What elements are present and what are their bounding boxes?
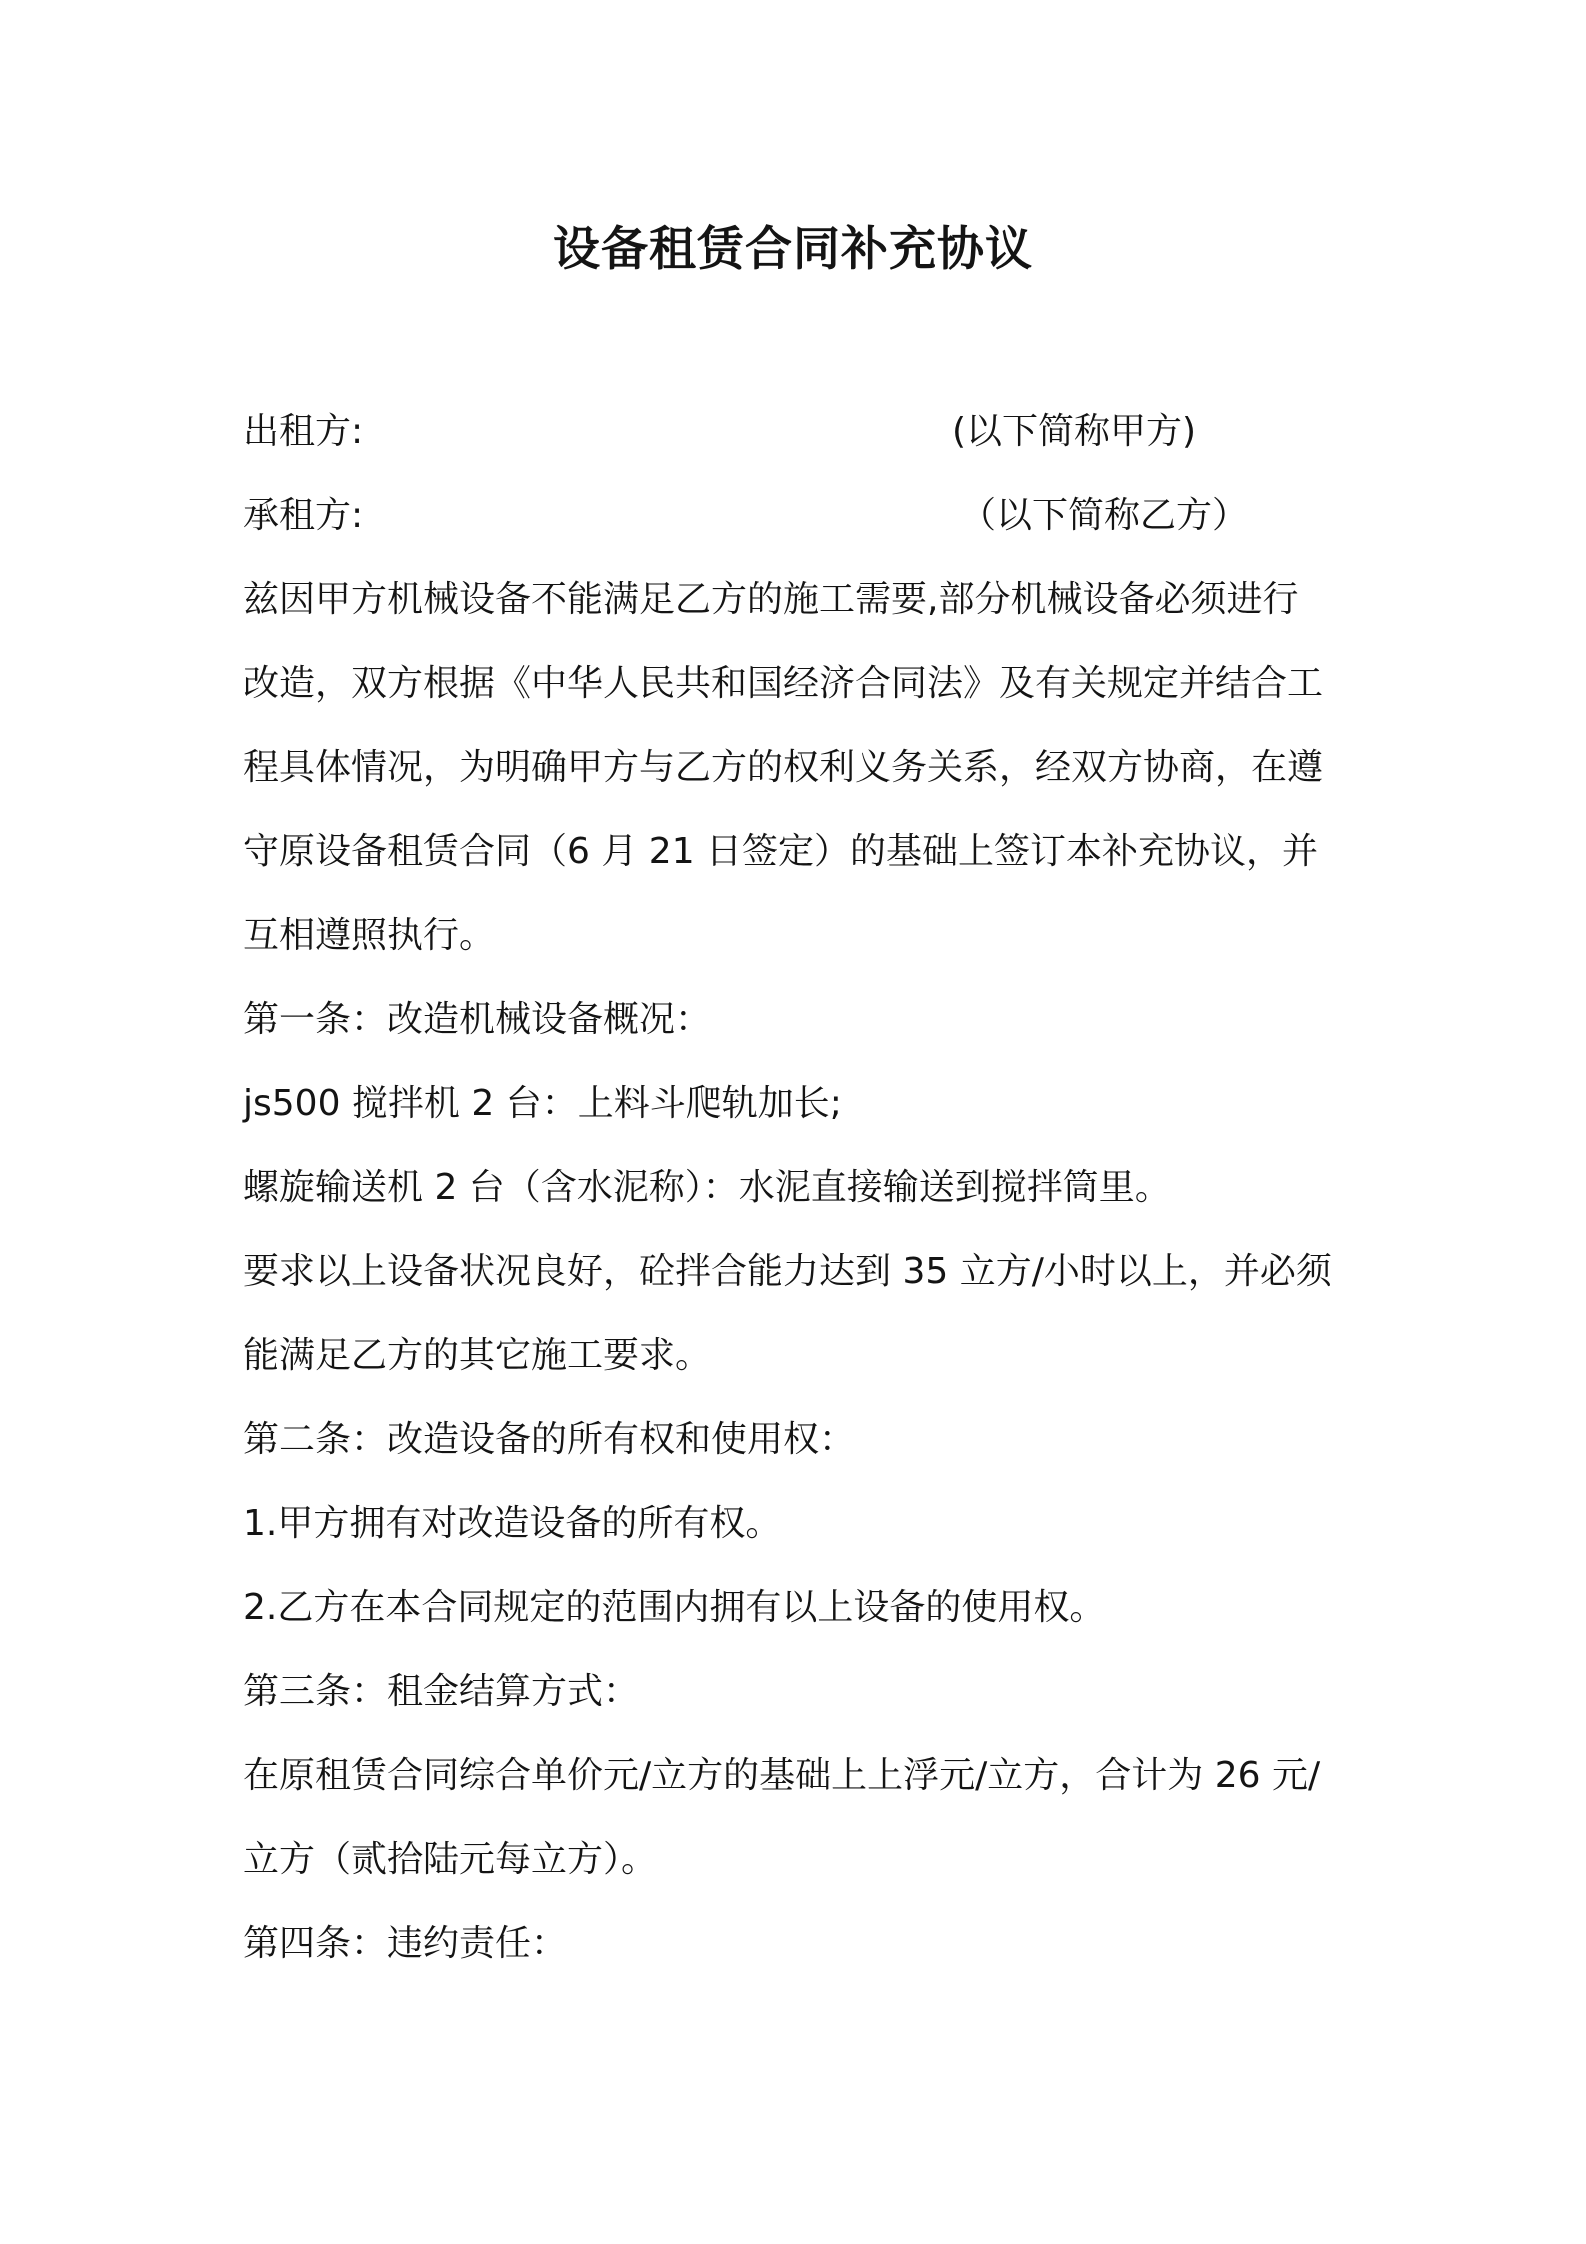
article-1-line-4: 能满足乙方的其它施工要求。 <box>243 1335 712 1376</box>
article-4-heading: 第四条：违约责任： <box>243 1923 568 1964</box>
lessor-label: 出租方: <box>243 411 364 452</box>
article-3-heading: 第三条：租金结算方式： <box>243 1671 640 1712</box>
lessor-alias: (以下简称甲方) <box>952 411 1197 452</box>
preamble-line-2: 改造，双方根据《中华人民共和国经济合同法》及有关规定并结合工 <box>243 663 1324 704</box>
preamble-line-4: 守原设备租赁合同（6 月 21 日签定）的基础上签订本补充协议，并 <box>243 831 1319 872</box>
lessee-label: 承租方: <box>243 495 364 536</box>
preamble-line-1: 兹因甲方机械设备不能满足乙方的施工需要,部分机械设备必须进行 <box>243 579 1299 620</box>
article-2-line-1: 1.甲方拥有对改造设备的所有权。 <box>243 1503 782 1544</box>
article-1-line-3: 要求以上设备状况良好，砼拌合能力达到 35 立方/小时以上，并必须 <box>243 1251 1332 1292</box>
article-3-line-1: 在原租赁合同综合单价元/立方的基础上上浮元/立方，合计为 26 元/ <box>243 1755 1321 1796</box>
preamble-line-3: 程具体情况，为明确甲方与乙方的权利义务关系，经双方协商，在遵 <box>243 747 1324 788</box>
article-1-line-1: js500 搅拌机 2 台：上料斗爬轨加长; <box>243 1083 842 1124</box>
preamble-line-5: 互相遵照执行。 <box>243 915 496 956</box>
article-2-heading: 第二条：改造设备的所有权和使用权： <box>243 1419 856 1460</box>
document-title: 设备租赁合同补充协议 <box>553 222 1033 277</box>
article-3-line-2: 立方（贰拾陆元每立方）。 <box>243 1839 658 1880</box>
article-1-line-2: 螺旋输送机 2 台（含水泥称）：水泥直接输送到搅拌筒里。 <box>243 1167 1171 1208</box>
article-2-line-2: 2.乙方在本合同规定的范围内拥有以上设备的使用权。 <box>243 1587 1106 1628</box>
article-1-heading: 第一条：改造机械设备概况： <box>243 999 712 1040</box>
lessee-alias: （以下简称乙方） <box>960 495 1249 536</box>
